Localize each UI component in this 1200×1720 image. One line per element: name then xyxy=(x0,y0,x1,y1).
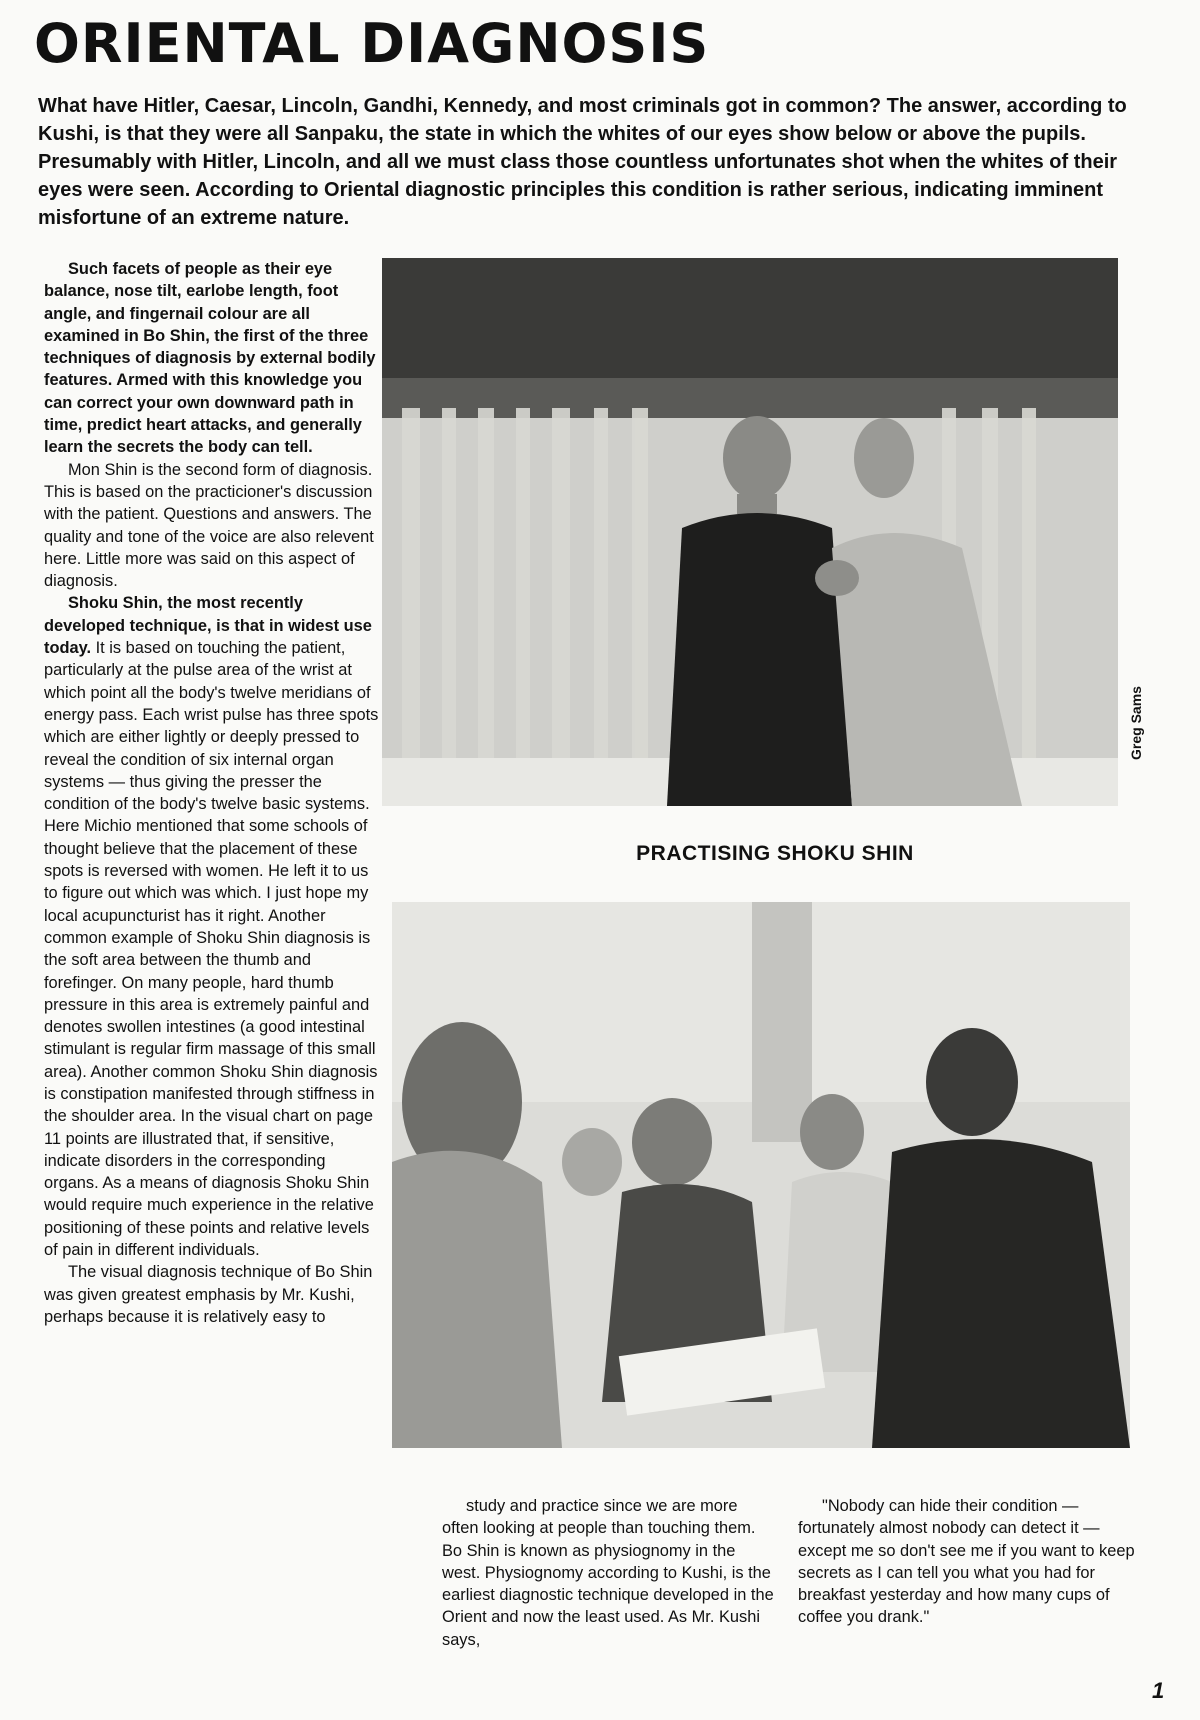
body-column-1 xyxy=(44,258,382,1328)
page-number: 1 xyxy=(1152,1678,1165,1703)
photo-credit: Greg Sams xyxy=(1128,686,1144,760)
paragraph-visual-diagnosis: The visual diagnosis technique of Bo Shin was given greatest emphasis by Mr. Kushi, perhaps because it is relatively easy to xyxy=(44,1263,373,1326)
intro-paragraph: What have Hitler, Caesar, Lincoln, Gandhi, Kennedy, and most criminals got in common? The answer, according to Kushi, is that they were all Sanpaku, the state in which the whites of our eyes show below or above the pupils. Presumably with Hitler, Lincoln, and all we must class those countless unfortunates shot when the whites of their eyes were seen. According to Oriental diagnostic principles this condition is rather serious, indicating imminent misfortune of an extreme nature. xyxy=(38,95,1127,229)
paragraph-mon-shin: Mon Shin is the second form of diagnosis. This is based on the practicioner's discussion with the patient. Questions and answers. The quality and tone of the voice are also relevent here. Little more was said on this aspect of diagnosis. xyxy=(44,460,374,591)
shoku-shin-text: It is based on touching the patient, particularly at the pulse area of the wrist at which point all the body's twelve meridians of energy pass. Each wrist pulse has three spots which are either lightly or deeply pressed to reveal the condition of six internal organ systems — thus giving the presser the condition of the body's twelve basic systems. Here Michio mentioned that some schools of thought believe that the placement of these spots is reversed with women. He left it to us to figure out which was which. I just hope my local acupuncturist has it right. Another common example of Shoku Shin diagnosis is the soft area between the thumb and forefinger. On many people, hard thumb pressure in this area is extremely painful and denotes swollen intestines (a good intestinal stimulant is regular firm massage of this small area). Another common Shoku Shin diagnosis is constipation manifested through stiffness in the shoulder area. In the visual chart on page 11 points are illustrated that, if sensitive, indicate disorders in the corresponding organs. As a means of diagnosis Shoku Shin would require much experience in the relative positioning of these points and relative levels of pain in different individuals. xyxy=(44,639,379,1260)
kushi-quote: "Nobody can hide their condition — fortunately almost nobody can detect it — except me so don't see me if you want to keep secrets as I can tell you what you had for breakfast yesterday and how many cups of coffee you drank." xyxy=(798,1497,1135,1627)
body-column-3 xyxy=(798,1495,1148,1629)
paragraph-shoku-shin xyxy=(44,592,382,1261)
body-column-2 xyxy=(442,1495,774,1651)
paragraph-physiognomy: study and practice since we are more often looking at people than touching them. Bo Shin is known as physiognomy in the west. Physiognomy according to Kushi, is the earliest diagnostic technique developed in the Orient and now the least used. As Mr. Kushi says, xyxy=(442,1497,774,1649)
photo-caption: PRACTISING SHOKU SHIN xyxy=(636,842,914,865)
photo-workshop-participants xyxy=(392,902,1130,1448)
article-title: ORIENTAL DIAGNOSIS xyxy=(34,12,710,75)
paragraph-bo-shin: Such facets of people as their eye balance, nose tilt, earlobe length, foot angle, and fingernail colour are all examined in Bo Shin, the first of the three techniques of diagnosis by external bodily features. Armed with this knowledge you can correct your own downward path in time, predict heart attacks, and generally learn the secrets the body can tell. xyxy=(44,260,376,457)
shoku-shin-lead: Shoku Shin, the most recently developed technique, is that in widest use today. xyxy=(44,594,372,658)
photo-kushi-pulse-diagnosis xyxy=(382,258,1118,806)
